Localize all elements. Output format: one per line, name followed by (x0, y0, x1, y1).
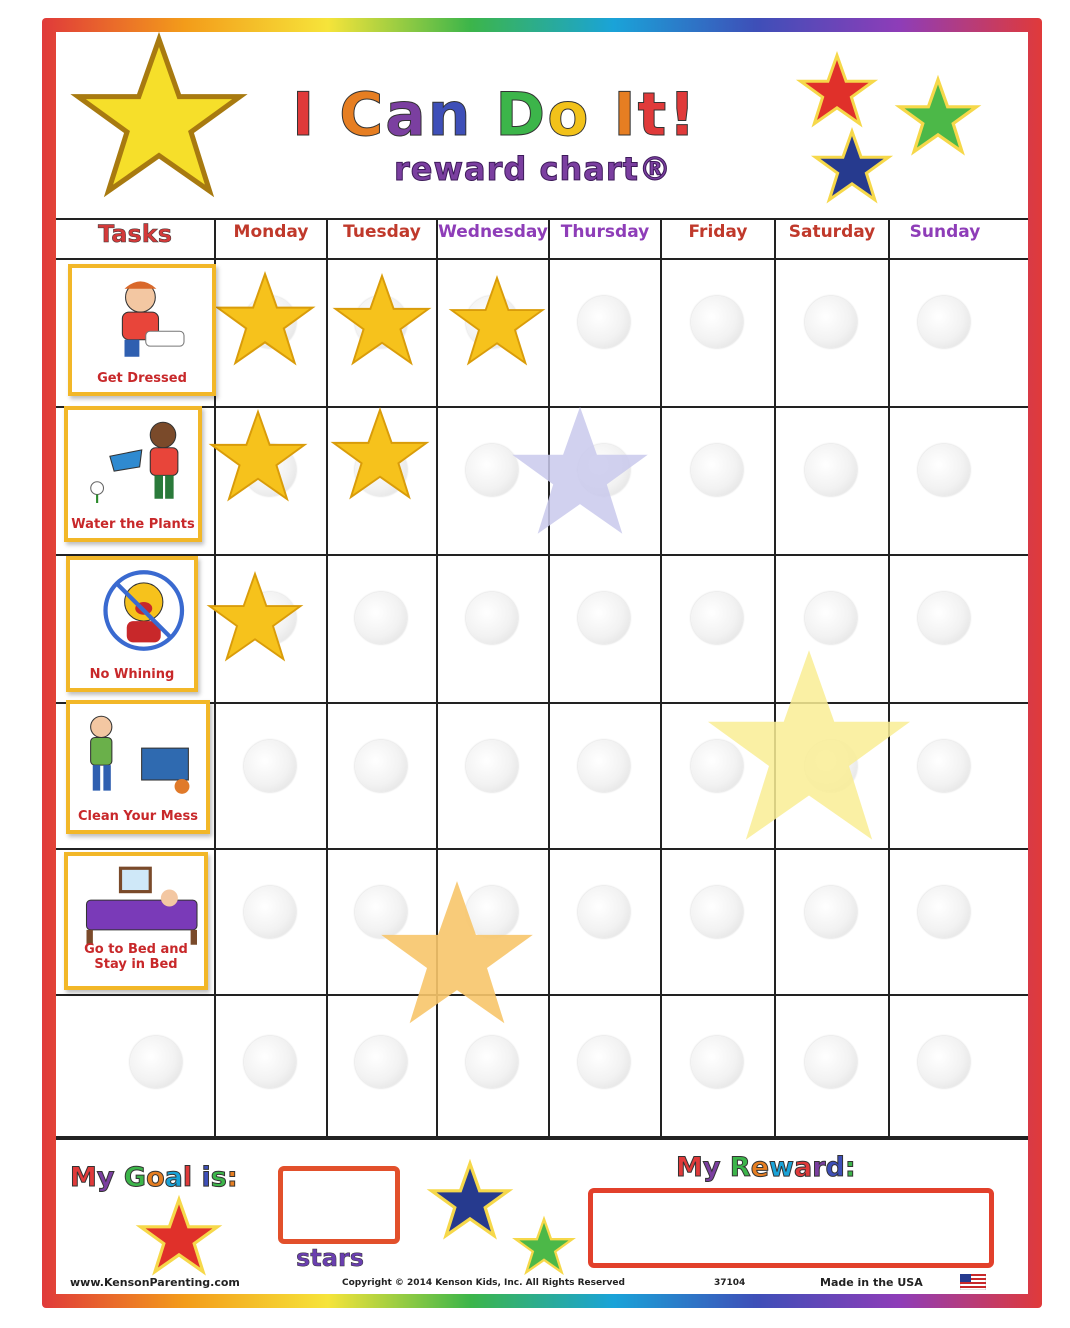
velcro-dot[interactable] (691, 592, 743, 644)
day-header-wednesday: Wednesday (438, 222, 548, 242)
gold-star-tuesday-plants-icon[interactable] (330, 408, 430, 500)
chart-header (56, 32, 1028, 217)
title-letter (472, 80, 495, 150)
task-card-no-whining[interactable] (66, 556, 198, 692)
velcro-dot[interactable] (355, 1036, 407, 1088)
velcro-dot[interactable] (691, 1036, 743, 1088)
velcro-dot[interactable] (805, 444, 857, 496)
footer-red-star-icon (138, 1198, 220, 1274)
tasks-column-header: Tasks (97, 220, 172, 248)
day-header-saturday: Saturday (788, 222, 876, 242)
velcro-dot[interactable] (244, 886, 296, 938)
velcro-dot[interactable] (466, 1036, 518, 1088)
child-dressing-illustration (82, 276, 210, 361)
chart-subtitle: reward chart® (394, 150, 672, 188)
task-label-no-whining: No Whining (89, 667, 175, 682)
day-header-friday: Friday (688, 222, 748, 242)
title-letter: a (385, 80, 428, 150)
velcro-dot[interactable] (691, 444, 743, 496)
velcro-dot[interactable] (578, 296, 630, 348)
title-letter: D (495, 80, 548, 150)
title-letter: I (613, 80, 638, 150)
velcro-dot[interactable] (691, 886, 743, 938)
website-text: www.KensonParenting.com (70, 1276, 240, 1289)
task-card-go-to-bed[interactable] (64, 852, 208, 990)
title-letter: ! (668, 80, 698, 150)
velcro-dot[interactable] (805, 1036, 857, 1088)
gold-star-monday-plants-icon[interactable] (208, 410, 308, 502)
velcro-dot[interactable] (355, 592, 407, 644)
lavender-paper-star-icon (506, 404, 654, 538)
reward-chart-board (42, 18, 1042, 1308)
day-header-monday: Monday (233, 222, 309, 242)
pale-yellow-paper-star-icon (696, 646, 922, 846)
title-letter: o (547, 80, 591, 150)
velcro-dot[interactable] (918, 296, 970, 348)
footer-blue-star-icon (428, 1162, 512, 1238)
child-in-bed-illustration (78, 864, 206, 949)
velcro-dot[interactable] (578, 886, 630, 938)
green-star-icon (898, 78, 978, 154)
gold-star-tuesday-dressed-icon[interactable] (332, 274, 432, 366)
title-letter (590, 80, 613, 150)
velcro-dot[interactable] (918, 1036, 970, 1088)
board-surface (56, 32, 1028, 1294)
title-letter: I (292, 80, 317, 150)
velcro-dot[interactable] (691, 296, 743, 348)
gold-star-wednesday-dressed-icon[interactable] (448, 276, 546, 366)
red-star-icon (798, 54, 876, 126)
goal-unit-label: stars (296, 1244, 365, 1272)
velcro-dot[interactable] (918, 740, 970, 792)
task-label-go-to-bed: Go to Bed and Stay in Bed (84, 942, 188, 972)
chart-title (292, 80, 698, 150)
velcro-dot[interactable] (918, 444, 970, 496)
big-yellow-star-icon (64, 36, 254, 196)
velcro-dot[interactable] (918, 886, 970, 938)
footer-divider (56, 1136, 1028, 1138)
task-label-water-the-plants: Water the Plants (71, 517, 195, 532)
day-header-sunday: Sunday (909, 222, 981, 242)
my-reward-label: My Reward: (676, 1152, 856, 1183)
child-watering-plants-illustration (78, 418, 206, 503)
task-card-clean-your-mess[interactable] (66, 700, 210, 834)
velcro-dot[interactable] (130, 1036, 182, 1088)
title-letter: t (637, 80, 669, 150)
title-letter (316, 80, 339, 150)
my-goal-label: My Goal is: (70, 1162, 238, 1193)
gold-star-monday-whining-icon[interactable] (206, 572, 304, 662)
product-code-text: 37104 (714, 1278, 746, 1288)
velcro-dot[interactable] (805, 886, 857, 938)
velcro-dot[interactable] (805, 592, 857, 644)
goal-stars-box[interactable] (278, 1166, 400, 1244)
origin-text: Made in the USA (820, 1276, 923, 1289)
velcro-dot[interactable] (244, 1036, 296, 1088)
copyright-text: Copyright © 2014 Kenson Kids, Inc. All Rights Reserved (342, 1278, 625, 1288)
velcro-dot[interactable] (578, 592, 630, 644)
velcro-dot[interactable] (244, 740, 296, 792)
day-header-tuesday: Tuesday (343, 222, 421, 242)
task-card-water-the-plants[interactable] (64, 406, 202, 542)
velcro-dot[interactable] (466, 740, 518, 792)
gold-star-monday-dressed-icon[interactable] (214, 272, 316, 366)
reward-box[interactable] (588, 1188, 994, 1268)
velcro-dot[interactable] (466, 592, 518, 644)
title-letter: n (427, 80, 473, 150)
child-cleaning-illustration (80, 712, 208, 797)
orange-paper-star-icon (374, 878, 540, 1028)
velcro-dot[interactable] (805, 296, 857, 348)
velcro-dot[interactable] (355, 740, 407, 792)
blue-star-icon (812, 130, 892, 202)
day-header-thursday: Thursday (560, 222, 650, 242)
footer-green-star-icon (514, 1218, 574, 1274)
task-card-get-dressed[interactable] (68, 264, 216, 396)
task-label-get-dressed: Get Dressed (97, 371, 187, 386)
task-label-clean-your-mess: Clean Your Mess (78, 809, 198, 824)
usa-flag-icon (960, 1274, 986, 1290)
no-whining-illustration (80, 568, 208, 653)
title-letter: C (339, 80, 386, 150)
velcro-dot[interactable] (578, 740, 630, 792)
velcro-dot[interactable] (578, 1036, 630, 1088)
velcro-dot[interactable] (918, 592, 970, 644)
